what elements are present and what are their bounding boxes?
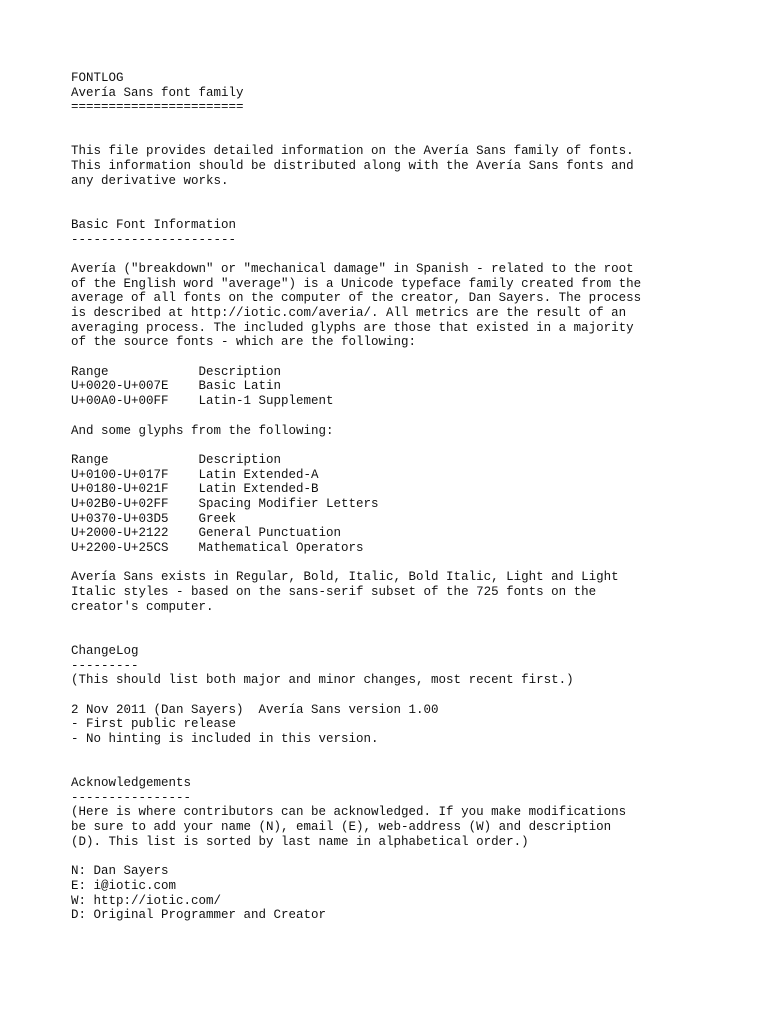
text-line: Range Description — [71, 452, 282, 467]
text-line: --------- — [71, 658, 139, 673]
text-line: Italic styles - based on the sans-serif subset of the 725 fonts on the — [71, 585, 597, 600]
text-line: be sure to add your name (N), email (E), web-address (W) and description — [71, 820, 612, 835]
text-line: U+00A0-U+00FF Latin-1 Supplement — [71, 394, 334, 409]
blank-line — [71, 247, 731, 262]
text-line: creator's computer. — [71, 599, 214, 614]
text-line: averaging process. The included glyphs are those that existed in a majority — [71, 320, 634, 335]
blank-line — [71, 761, 731, 776]
text-line: average of all fonts on the computer of the creator, Dan Sayers. The process — [71, 291, 642, 306]
text-line: N: Dan Sayers — [71, 864, 169, 879]
text-line: E: i@iotic.com — [71, 878, 177, 893]
blank-line — [71, 189, 731, 204]
blank-line — [71, 747, 731, 762]
blank-line — [71, 849, 731, 864]
blank-line — [71, 115, 731, 130]
blank-line — [71, 556, 731, 571]
text-line: (D). This list is sorted by last name in alphabetical order.) — [71, 834, 529, 849]
text-line: - No hinting is included in this version. — [71, 731, 379, 746]
text-line: U+2000-U+2122 General Punctuation — [71, 526, 342, 541]
text-line: D: Original Programmer and Creator — [71, 908, 327, 923]
text-line: any derivative works. — [71, 173, 229, 188]
blank-line — [71, 629, 731, 644]
text-line: And some glyphs from the following: — [71, 423, 334, 438]
text-line: This information should be distributed along with the Avería Sans fonts and — [71, 159, 634, 174]
text-line: Avería Sans font family — [71, 85, 244, 100]
text-line: Range Description — [71, 364, 282, 379]
text-line: This file provides detailed information on the Avería Sans family of fonts. — [71, 144, 634, 159]
text-line: is described at http://iotic.com/averia/. All metrics are the result of an — [71, 306, 627, 320]
text-line: - First public release — [71, 717, 237, 732]
blank-line — [71, 409, 731, 424]
blank-line — [71, 350, 731, 365]
text-line: U+0100-U+017F Latin Extended-A — [71, 467, 319, 482]
text-line: Avería Sans exists in Regular, Bold, Italic, Bold Italic, Light and Light — [71, 570, 619, 585]
text-line: of the English word "average") is a Unicode typeface family created from the — [71, 276, 642, 291]
blank-line — [71, 203, 731, 218]
text-line: 2 Nov 2011 (Dan Sayers) Avería Sans version 1.00 — [71, 702, 439, 717]
text-line: of the source fonts - which are the following: — [71, 335, 417, 350]
blank-line — [71, 438, 731, 453]
text-line: (Here is where contributors can be acknowledged. If you make modifications — [71, 805, 627, 820]
text-line: W: http://iotic.com/ — [71, 893, 222, 908]
blank-line — [71, 688, 731, 703]
blank-line — [71, 130, 731, 145]
text-line: (This should list both major and minor changes, most recent first.) — [71, 673, 574, 688]
text-line: Basic Font Information — [71, 217, 237, 232]
text-line: U+0020-U+007E Basic Latin — [71, 379, 282, 394]
text-line: FONTLOG — [71, 71, 124, 85]
document-page — [71, 71, 731, 923]
text-line: U+02B0-U+02FF Spacing Modifier Letters — [71, 496, 379, 511]
text-line: ---------------- — [71, 790, 192, 805]
text-line: ---------------------- — [71, 232, 237, 247]
text-line: ChangeLog — [71, 643, 139, 658]
text-line: U+0370-U+03D5 Greek — [71, 511, 237, 526]
text-line: U+0180-U+021F Latin Extended-B — [71, 482, 319, 497]
text-line: Acknowledgements — [71, 776, 192, 790]
text-line: ======================= — [71, 100, 244, 115]
text-line: Avería ("breakdown" or "mechanical damage" in Spanish - related to the root — [71, 261, 634, 276]
text-line: U+2200-U+25CS Mathematical Operators — [71, 541, 364, 555]
blank-line — [71, 614, 731, 629]
